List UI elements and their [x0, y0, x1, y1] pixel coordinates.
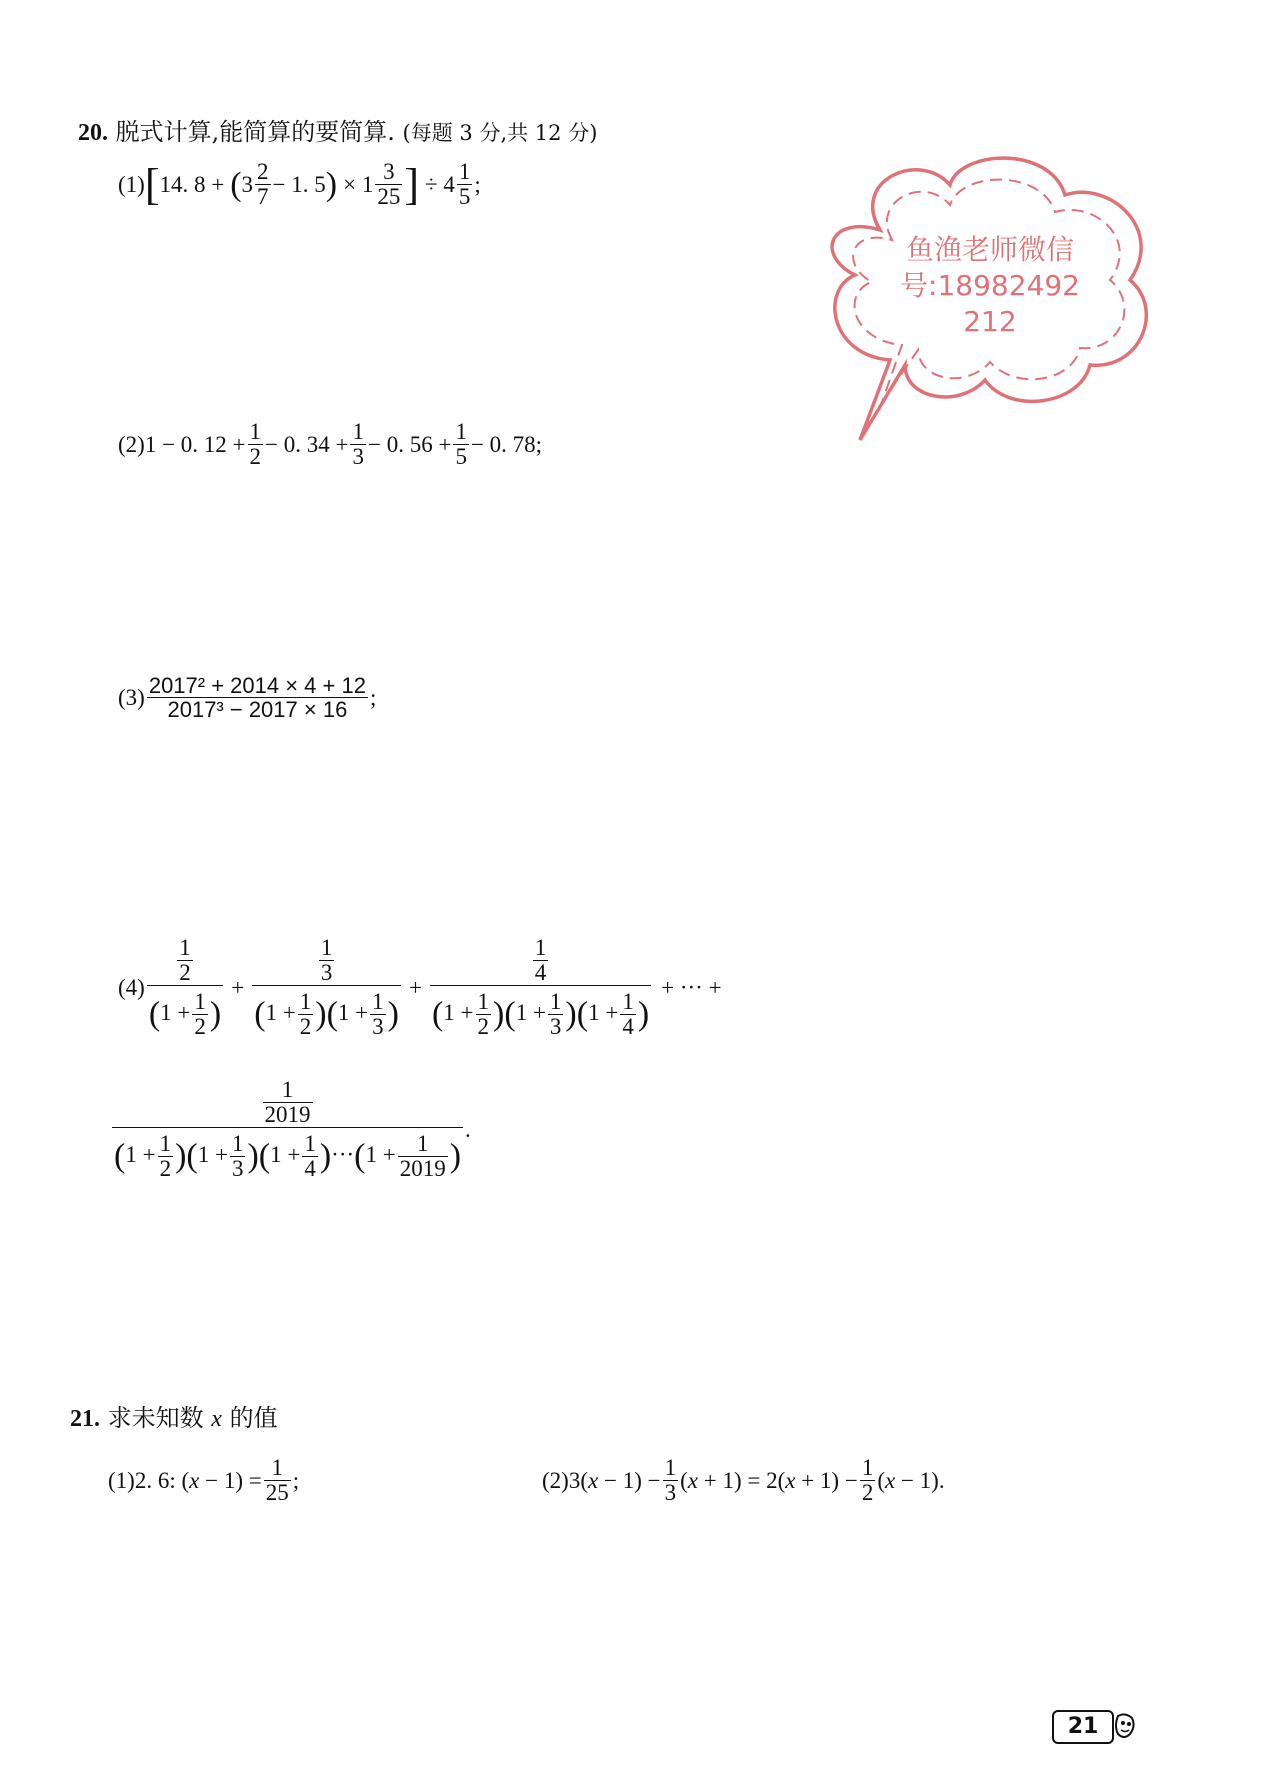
numerator: 1 [299, 989, 312, 1015]
right-bracket: ] [404, 159, 419, 209]
fraction [192, 990, 208, 1039]
part1-term-e: × 1 [343, 172, 374, 198]
numerator: 1 [281, 1077, 294, 1102]
semicolon: ; [474, 172, 481, 198]
denominator: 3 [231, 1156, 244, 1182]
right-paren: ) [565, 995, 577, 1033]
right-paren: ) [637, 995, 650, 1033]
plus: + [408, 975, 422, 1001]
fraction [302, 1132, 318, 1181]
numerator: 1 [231, 1131, 244, 1157]
q21-variable: x [211, 1406, 222, 1432]
series-term-last [112, 1078, 463, 1182]
part2-term-c: ( [680, 1468, 688, 1494]
denominator: 2 [477, 1014, 490, 1040]
q21-number: 21. [70, 1406, 100, 1432]
fraction [453, 420, 469, 469]
q20-part1 [118, 160, 481, 209]
right-paren: ) [209, 995, 222, 1033]
fraction [255, 160, 271, 209]
part2-label: (2) [118, 432, 145, 458]
right-paren: ) [315, 995, 327, 1033]
denominator: 2 [249, 444, 262, 470]
q20-part2 [118, 420, 542, 469]
right-paren: ) [387, 995, 399, 1033]
denominator: 2 [194, 1014, 206, 1040]
watermark-stamp [810, 140, 1170, 450]
left-paren: ( [326, 995, 338, 1033]
left-paren: ( [230, 165, 242, 203]
fraction [860, 1456, 876, 1505]
fraction [548, 990, 564, 1039]
variable-x: x [687, 1468, 698, 1494]
part4-label: (4) [118, 975, 145, 1001]
denominator: 3 [352, 444, 364, 470]
fraction [375, 160, 402, 209]
one-plus: 1 + [515, 1000, 546, 1026]
left-paren: ( [354, 1137, 366, 1175]
q21-instruction: 求未知数 [107, 1404, 204, 1432]
part2-term-e: + 1) − [795, 1468, 858, 1494]
numerator: 1 [249, 419, 262, 444]
numerator: 2017² + 2014 × 4 + 12 [148, 673, 366, 698]
right-paren: ) [325, 165, 338, 203]
mascot-icon [1114, 1712, 1136, 1744]
denominator: 5 [458, 184, 471, 210]
stamp-line-2: 号:18982492 [900, 269, 1080, 302]
one-plus: 1 + [125, 1142, 156, 1168]
denominator: 4 [622, 1014, 634, 1040]
part1-term-d: − 1. 5 [272, 172, 326, 198]
q21-part1 [108, 1456, 299, 1505]
left-paren: ( [148, 995, 161, 1033]
q20-number: 20. [78, 120, 108, 146]
numerator: 3 [383, 159, 395, 184]
fraction [663, 1456, 679, 1505]
part2-term-a: 1 − 0. 12 + [144, 432, 246, 458]
one-plus: 1 + [365, 1142, 396, 1168]
fraction [370, 990, 386, 1039]
q20-part4-line1 [118, 936, 722, 1040]
one-plus: 1 + [265, 1000, 296, 1026]
numerator: 1 [458, 159, 471, 184]
part1-label: (1) [108, 1468, 135, 1494]
denominator: 7 [257, 184, 269, 210]
term-numerator [430, 936, 651, 985]
page-number: 21 [1052, 1710, 1114, 1744]
numerator: 1 [477, 989, 490, 1015]
numerator: 1 [194, 989, 206, 1015]
part2-term-g: ( [877, 1468, 885, 1494]
fraction [476, 990, 492, 1039]
denominator: 2 [861, 1480, 874, 1506]
part1-term-g: ÷ 4 [425, 172, 455, 198]
q21-instruction-end: 的值 [229, 1404, 278, 1432]
left-paren: ( [258, 1137, 271, 1175]
denominator: 3 [320, 960, 333, 986]
part2-term-b: − 1) − [598, 1468, 661, 1494]
one-plus: 1 + [337, 1000, 369, 1026]
left-paren: ( [576, 995, 589, 1033]
right-paren: ) [175, 1137, 187, 1175]
term-denominator [147, 985, 223, 1039]
part1-term-a: 14. 8 + [159, 172, 225, 198]
term-numerator [112, 1078, 463, 1127]
denominator: 2 [159, 1156, 172, 1182]
denominator: 4 [534, 960, 547, 986]
product-ellipsis: ··· [331, 1142, 355, 1168]
numerator: 1 [622, 989, 634, 1015]
left-paren: ( [114, 1137, 126, 1175]
fraction [298, 990, 314, 1039]
fraction [533, 936, 549, 985]
q20-part3 [118, 674, 376, 721]
numerator: 1 [455, 419, 467, 444]
one-plus: 1 + [270, 1142, 301, 1168]
part1-term-a: 2. 6: ( [134, 1468, 190, 1494]
one-plus: 1 + [197, 1142, 228, 1168]
part1-label: (1) [118, 172, 145, 198]
one-plus: 1 + [443, 1000, 474, 1026]
fraction [177, 936, 193, 985]
numerator: 1 [861, 1455, 874, 1480]
left-paren: ( [431, 995, 444, 1033]
q20-instruction: 脱式计算,能简算的要简算. [115, 118, 395, 146]
variable-x: x [785, 1468, 796, 1494]
part2-term-d: + 1) = 2( [697, 1468, 786, 1494]
q20-header [78, 112, 597, 147]
numerator: 1 [549, 989, 562, 1015]
series-term-1 [147, 936, 223, 1040]
part2-term-g: − 0. 78 [470, 432, 536, 458]
part2-term-a: 3( [568, 1468, 588, 1494]
right-paren: ) [319, 1137, 332, 1175]
numerator: 1 [352, 419, 364, 444]
fraction [319, 936, 335, 985]
q21-header [70, 1398, 278, 1433]
term-numerator [252, 936, 401, 985]
numerator: 1 [372, 989, 384, 1015]
left-bracket: [ [144, 159, 160, 209]
term-denominator [430, 985, 651, 1039]
denominator: 2 [179, 960, 191, 986]
right-paren: ) [493, 995, 505, 1033]
denominator: 2017³ − 2017 × 16 [147, 697, 368, 721]
left-paren: ( [504, 995, 516, 1033]
right-paren: ) [247, 1137, 259, 1175]
left-paren: ( [186, 1137, 198, 1175]
one-plus: 1 + [160, 1000, 191, 1026]
part1-whole: 3 [241, 172, 254, 198]
stamp-line-3: 212 [963, 305, 1017, 338]
term-denominator [252, 985, 401, 1039]
fraction [264, 1456, 291, 1505]
period: . [465, 1117, 471, 1143]
part2-term-h: − 1). [895, 1468, 945, 1494]
denominator: 4 [304, 1156, 316, 1182]
one-plus: 1 + [588, 1000, 619, 1026]
semicolon: ; [535, 432, 543, 458]
numerator: 1 [159, 1131, 172, 1157]
part1-term-b: − 1) = [199, 1468, 262, 1494]
term-denominator [112, 1127, 463, 1181]
numerator: 2 [257, 159, 269, 184]
numerator: 1 [304, 1131, 316, 1157]
fraction [263, 1078, 313, 1127]
fraction [457, 160, 473, 209]
part2-label: (2) [542, 1468, 569, 1494]
variable-x: x [884, 1468, 896, 1494]
fraction [620, 990, 636, 1039]
q20-score: (每题 3 分,共 12 分) [402, 121, 598, 145]
denominator: 2019 [264, 1102, 311, 1128]
part3-label: (3) [118, 685, 145, 711]
denominator: 3 [372, 1014, 384, 1040]
denominator: 25 [377, 184, 401, 210]
variable-x: x [588, 1468, 599, 1494]
left-paren: ( [254, 995, 266, 1033]
series-ellipsis: + ··· + [661, 975, 722, 1001]
variable-x: x [189, 1468, 200, 1494]
part2-term-e: − 0. 56 + [367, 432, 452, 458]
numerator: 1 [534, 935, 547, 960]
semicolon: ; [369, 685, 377, 711]
numerator: 1 [416, 1131, 429, 1157]
denominator: 2019 [399, 1156, 446, 1182]
stamp-line-1: 鱼渔老师微信 [905, 233, 1074, 266]
numerator: 1 [271, 1455, 283, 1480]
plus: + [231, 975, 245, 1001]
right-paren: ) [449, 1137, 462, 1175]
denominator: 3 [664, 1480, 677, 1506]
fraction [147, 674, 368, 721]
fraction [350, 420, 366, 469]
fraction [398, 1132, 448, 1181]
denominator: 5 [455, 444, 467, 470]
fraction [230, 1132, 246, 1181]
numerator: 1 [664, 1455, 677, 1480]
semicolon: ; [292, 1468, 300, 1494]
numerator: 1 [179, 935, 191, 960]
series-term-2 [252, 936, 401, 1040]
denominator: 3 [549, 1014, 562, 1040]
denominator: 2 [299, 1014, 312, 1040]
fraction [248, 420, 264, 469]
q20-part4-line2 [110, 1078, 471, 1182]
series-term-3 [430, 936, 651, 1040]
denominator: 25 [265, 1480, 289, 1506]
numerator: 1 [320, 935, 333, 960]
q21-part2 [542, 1456, 945, 1505]
term-numerator [147, 936, 223, 985]
fraction [158, 1132, 174, 1181]
stamp-text [870, 232, 1110, 340]
part2-term-c: − 0. 34 + [265, 432, 349, 458]
